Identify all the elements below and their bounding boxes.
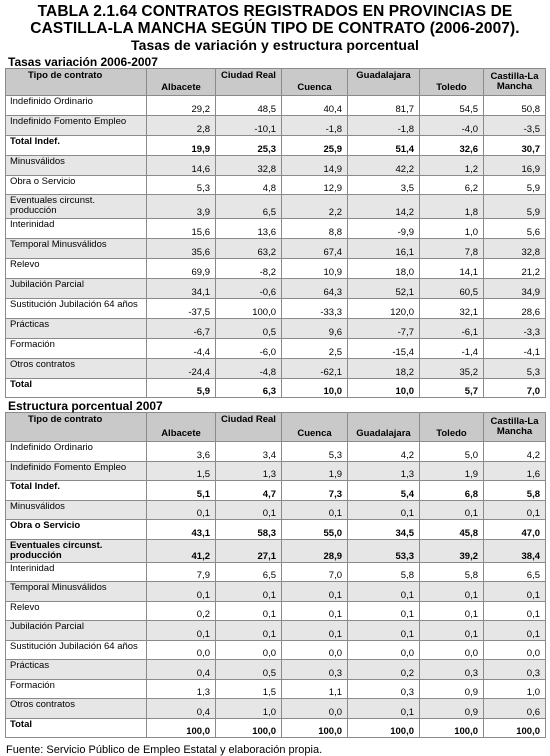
cell-value: 0,3 — [348, 679, 420, 699]
cell-value: 18,0 — [348, 259, 420, 279]
table-title — [0, 0, 550, 54]
cell-value: 5,8 — [484, 481, 546, 501]
cell-value: 45,8 — [420, 520, 484, 540]
cell-value: 5,4 — [348, 481, 420, 501]
row-label: Otros contratos — [6, 699, 147, 719]
header-guadalajara: Guadalajara — [348, 69, 420, 96]
cell-value: 0,1 — [216, 500, 282, 520]
cell-value: -33,3 — [282, 299, 348, 319]
cell-value: 5,1 — [147, 481, 216, 501]
table-row — [6, 582, 546, 602]
cell-value: 13,6 — [216, 219, 282, 239]
cell-value: 69,9 — [147, 259, 216, 279]
cell-value: 34,5 — [348, 520, 420, 540]
cell-value: 1,5 — [216, 679, 282, 699]
row-label: Total Indef. — [6, 135, 147, 155]
cell-value: -4,1 — [484, 338, 546, 358]
cell-value: 4,2 — [484, 442, 546, 462]
row-label: Minusválidos — [6, 155, 147, 175]
cell-value: 30,7 — [484, 135, 546, 155]
cell-value: 1,3 — [348, 461, 420, 481]
cell-value: 10,9 — [282, 259, 348, 279]
cell-value: 34,1 — [147, 279, 216, 299]
cell-value: 52,1 — [348, 279, 420, 299]
cell-value: 1,0 — [420, 219, 484, 239]
cell-value: 32,6 — [420, 135, 484, 155]
cell-value: -3,5 — [484, 115, 546, 135]
cell-value: 0,1 — [484, 621, 546, 641]
cell-value: 28,6 — [484, 299, 546, 319]
cell-value: 0,9 — [420, 679, 484, 699]
row-label: Total — [6, 378, 147, 398]
row-label: Temporal Minusválidos — [6, 582, 147, 602]
cell-value: 0,1 — [420, 601, 484, 621]
cell-value: -3,3 — [484, 318, 546, 338]
cell-value: -4,0 — [420, 115, 484, 135]
cell-value: 0,1 — [216, 621, 282, 641]
cell-value: 1,0 — [484, 679, 546, 699]
row-label: Jubilación Parcial — [6, 621, 147, 641]
table-row — [6, 539, 546, 562]
cell-value: 1,0 — [216, 699, 282, 719]
cell-value: 19,9 — [147, 135, 216, 155]
cell-value: 7,3 — [282, 481, 348, 501]
cell-value: 0,4 — [147, 660, 216, 680]
title-line-2: CASTILLA-LA MANCHA SEGÚN TIPO DE CONTRATO (2006-2007). — [30, 20, 520, 37]
cell-value: 25,3 — [216, 135, 282, 155]
cell-value: 53,3 — [348, 539, 420, 562]
cell-value: 0,3 — [484, 660, 546, 680]
cell-value: 10,0 — [348, 378, 420, 398]
cell-value: 0,9 — [420, 699, 484, 719]
cell-value: -1,4 — [420, 338, 484, 358]
cell-value: 1,9 — [282, 461, 348, 481]
table-row — [6, 219, 546, 239]
cell-value: 41,2 — [147, 539, 216, 562]
cell-value: 54,5 — [420, 96, 484, 116]
cell-value: 4,2 — [348, 442, 420, 462]
header-guadalajara: Guadalajara — [348, 413, 420, 442]
variation-table — [5, 68, 546, 398]
row-label: Indefinido Ordinario — [6, 442, 147, 462]
cell-value: 6,5 — [216, 195, 282, 219]
header-albacete: Albacete — [147, 413, 216, 442]
cell-value: -1,8 — [282, 115, 348, 135]
section-2-title: Estructura porcentual 2007 — [8, 399, 163, 414]
cell-value: 8,8 — [282, 219, 348, 239]
cell-value: 0,1 — [348, 601, 420, 621]
cell-value: 14,1 — [420, 259, 484, 279]
cell-value: 27,1 — [216, 539, 282, 562]
cell-value: 16,1 — [348, 239, 420, 259]
cell-value: 38,4 — [484, 539, 546, 562]
source-note: Fuente: Servicio Público de Empleo Estatal y elaboración propia. — [6, 744, 323, 756]
cell-value: 3,5 — [348, 175, 420, 195]
table-row — [6, 660, 546, 680]
cell-value: 35,6 — [147, 239, 216, 259]
cell-value: 7,0 — [282, 562, 348, 582]
cell-value: 0,4 — [147, 699, 216, 719]
row-label: Eventuales circunst. producción — [6, 539, 147, 562]
table-row — [6, 259, 546, 279]
row-label: Jubilación Parcial — [6, 279, 147, 299]
table-row — [6, 175, 546, 195]
header-ciudad-real: Ciudad Real — [216, 69, 282, 96]
cell-value: 39,2 — [420, 539, 484, 562]
title-line-1: TABLA 2.1.64 CONTRATOS REGISTRADOS EN PROVINCIAS DE — [37, 3, 513, 20]
cell-value: 5,7 — [420, 378, 484, 398]
cell-value: 0,1 — [216, 601, 282, 621]
cell-value: 67,4 — [282, 239, 348, 259]
cell-value: -7,7 — [348, 318, 420, 338]
cell-value: 0,1 — [348, 500, 420, 520]
cell-value: 0,5 — [216, 660, 282, 680]
row-label: Obra o Servicio — [6, 175, 147, 195]
cell-value: 81,7 — [348, 96, 420, 116]
header-toledo: Toledo — [420, 69, 484, 96]
cell-value: 5,3 — [484, 358, 546, 378]
cell-value: 4,7 — [216, 481, 282, 501]
cell-value: -6,7 — [147, 318, 216, 338]
table-row — [6, 481, 546, 501]
cell-value: 5,8 — [420, 562, 484, 582]
cell-value: 0,3 — [420, 660, 484, 680]
cell-value: 6,5 — [484, 562, 546, 582]
header-ciudad-real: Ciudad Real — [216, 413, 282, 442]
cell-value: 25,9 — [282, 135, 348, 155]
cell-value: 40,4 — [282, 96, 348, 116]
cell-value: 60,5 — [420, 279, 484, 299]
row-label: Eventuales circunst. producción — [6, 195, 147, 219]
cell-value: -6,1 — [420, 318, 484, 338]
row-label: Indefinido Fomento Empleo — [6, 115, 147, 135]
row-label: Relevo — [6, 601, 147, 621]
cell-value: 6,2 — [420, 175, 484, 195]
header-castilla-la-mancha: Castilla-La Mancha — [484, 413, 546, 442]
cell-value: 0,1 — [282, 601, 348, 621]
cell-value: 5,8 — [348, 562, 420, 582]
cell-value: 0,1 — [216, 582, 282, 602]
cell-value: 5,9 — [484, 195, 546, 219]
cell-value: 34,9 — [484, 279, 546, 299]
table-row — [6, 195, 546, 219]
cell-value: 50,8 — [484, 96, 546, 116]
row-label: Otros contratos — [6, 358, 147, 378]
table-row — [6, 115, 546, 135]
cell-value: -8,2 — [216, 259, 282, 279]
cell-value: -1,8 — [348, 115, 420, 135]
cell-value: 2,5 — [282, 338, 348, 358]
cell-value: 3,4 — [216, 442, 282, 462]
cell-value: 0,1 — [348, 699, 420, 719]
cell-value: 6,3 — [216, 378, 282, 398]
cell-value: 100,0 — [282, 718, 348, 738]
cell-value: 0,0 — [147, 640, 216, 660]
cell-value: 0,1 — [484, 582, 546, 602]
cell-value: 3,6 — [147, 442, 216, 462]
cell-value: 0,1 — [420, 500, 484, 520]
cell-value: 2,2 — [282, 195, 348, 219]
cell-value: 48,5 — [216, 96, 282, 116]
cell-value: 0,1 — [348, 621, 420, 641]
cell-value: 1,8 — [420, 195, 484, 219]
row-label: Indefinido Ordinario — [6, 96, 147, 116]
row-label: Formación — [6, 679, 147, 699]
cell-value: -4,4 — [147, 338, 216, 358]
cell-value: 0,0 — [484, 640, 546, 660]
cell-value: 1,6 — [484, 461, 546, 481]
cell-value: 1,1 — [282, 679, 348, 699]
cell-value: 5,9 — [147, 378, 216, 398]
header-toledo: Toledo — [420, 413, 484, 442]
cell-value: -37,5 — [147, 299, 216, 319]
cell-value: 16,9 — [484, 155, 546, 175]
cell-value: 2,8 — [147, 115, 216, 135]
header-tipo-contrato: Tipo de contrato — [6, 413, 147, 442]
cell-value: 100,0 — [147, 718, 216, 738]
cell-value: 35,2 — [420, 358, 484, 378]
table-row — [6, 718, 546, 738]
cell-value: 0,1 — [282, 582, 348, 602]
table-row — [6, 299, 546, 319]
cell-value: 100,0 — [216, 299, 282, 319]
cell-value: 32,8 — [216, 155, 282, 175]
cell-value: -15,4 — [348, 338, 420, 358]
cell-value: 29,2 — [147, 96, 216, 116]
cell-value: 0,6 — [484, 699, 546, 719]
row-label: Formación — [6, 338, 147, 358]
cell-value: 0,5 — [216, 318, 282, 338]
table-row — [6, 96, 546, 116]
cell-value: 0,1 — [147, 500, 216, 520]
cell-value: 4,8 — [216, 175, 282, 195]
table-row — [6, 378, 546, 398]
table-row — [6, 500, 546, 520]
row-label: Relevo — [6, 259, 147, 279]
row-label: Interinidad — [6, 562, 147, 582]
cell-value: 18,2 — [348, 358, 420, 378]
structure-table — [5, 412, 546, 738]
cell-value: 28,9 — [282, 539, 348, 562]
cell-value: 1,5 — [147, 461, 216, 481]
row-label: Indefinido Fomento Empleo — [6, 461, 147, 481]
row-label: Total Indef. — [6, 481, 147, 501]
table-header-row — [6, 69, 546, 96]
cell-value: 1,9 — [420, 461, 484, 481]
cell-value: -9,9 — [348, 219, 420, 239]
cell-value: 0,1 — [420, 582, 484, 602]
cell-value: 0,1 — [147, 582, 216, 602]
row-label: Minusválidos — [6, 500, 147, 520]
title-line-3: Tasas de variación y estructura porcentual — [131, 37, 419, 53]
table-row — [6, 338, 546, 358]
table-header-row — [6, 413, 546, 442]
header-cuenca: Cuenca — [282, 69, 348, 96]
table-row — [6, 135, 546, 155]
cell-value: 0,2 — [147, 601, 216, 621]
row-label: Interinidad — [6, 219, 147, 239]
cell-value: 47,0 — [484, 520, 546, 540]
cell-value: 12,9 — [282, 175, 348, 195]
table-row — [6, 640, 546, 660]
row-label: Obra o Servicio — [6, 520, 147, 540]
table-row — [6, 279, 546, 299]
cell-value: 14,2 — [348, 195, 420, 219]
cell-value: 0,1 — [147, 621, 216, 641]
cell-value: -4,8 — [216, 358, 282, 378]
cell-value: -0,6 — [216, 279, 282, 299]
cell-value: 0,1 — [484, 601, 546, 621]
table-row — [6, 520, 546, 540]
cell-value: 21,2 — [484, 259, 546, 279]
row-label: Sustitución Jubilación 64 años — [6, 299, 147, 319]
cell-value: 0,3 — [282, 660, 348, 680]
cell-value: 10,0 — [282, 378, 348, 398]
table-row — [6, 461, 546, 481]
cell-value: 100,0 — [348, 718, 420, 738]
row-label: Temporal Minusválidos — [6, 239, 147, 259]
cell-value: 7,9 — [147, 562, 216, 582]
cell-value: 0,0 — [216, 640, 282, 660]
table-row — [6, 358, 546, 378]
cell-value: 0,1 — [348, 582, 420, 602]
cell-value: 1,3 — [216, 461, 282, 481]
cell-value: 3,9 — [147, 195, 216, 219]
table-row — [6, 679, 546, 699]
cell-value: 43,1 — [147, 520, 216, 540]
table-row — [6, 239, 546, 259]
table-row — [6, 621, 546, 641]
cell-value: 55,0 — [282, 520, 348, 540]
cell-value: 1,2 — [420, 155, 484, 175]
cell-value: 7,8 — [420, 239, 484, 259]
cell-value: 100,0 — [484, 718, 546, 738]
section-1-title: Tasas variación 2006-2007 — [8, 55, 158, 69]
table-row — [6, 442, 546, 462]
cell-value: 9,6 — [282, 318, 348, 338]
cell-value: 0,1 — [420, 621, 484, 641]
cell-value: 0,0 — [282, 699, 348, 719]
header-tipo-contrato: Tipo de contrato — [6, 69, 147, 96]
cell-value: 64,3 — [282, 279, 348, 299]
cell-value: 5,9 — [484, 175, 546, 195]
cell-value: 7,0 — [484, 378, 546, 398]
cell-value: 0,0 — [420, 640, 484, 660]
table-row — [6, 318, 546, 338]
row-label: Prácticas — [6, 318, 147, 338]
header-albacete: Albacete — [147, 69, 216, 96]
row-label: Prácticas — [6, 660, 147, 680]
cell-value: 63,2 — [216, 239, 282, 259]
cell-value: 6,5 — [216, 562, 282, 582]
cell-value: 5,3 — [147, 175, 216, 195]
cell-value: -10,1 — [216, 115, 282, 135]
header-castilla-la-mancha: Castilla-La Mancha — [484, 69, 546, 96]
header-cuenca: Cuenca — [282, 413, 348, 442]
cell-value: 58,3 — [216, 520, 282, 540]
cell-value: 0,0 — [348, 640, 420, 660]
cell-value: -24,4 — [147, 358, 216, 378]
row-label: Sustitución Jubilación 64 años — [6, 640, 147, 660]
cell-value: 14,6 — [147, 155, 216, 175]
cell-value: 32,8 — [484, 239, 546, 259]
cell-value: 5,0 — [420, 442, 484, 462]
cell-value: -6,0 — [216, 338, 282, 358]
cell-value: 15,6 — [147, 219, 216, 239]
cell-value: 14,9 — [282, 155, 348, 175]
cell-value: 51,4 — [348, 135, 420, 155]
cell-value: 0,2 — [348, 660, 420, 680]
cell-value: 0,1 — [282, 500, 348, 520]
table-row — [6, 562, 546, 582]
cell-value: 5,3 — [282, 442, 348, 462]
cell-value: 100,0 — [216, 718, 282, 738]
table-row — [6, 155, 546, 175]
cell-value: 0,1 — [484, 500, 546, 520]
cell-value: 5,6 — [484, 219, 546, 239]
cell-value: 120,0 — [348, 299, 420, 319]
cell-value: 1,3 — [147, 679, 216, 699]
cell-value: 100,0 — [420, 718, 484, 738]
table-row — [6, 699, 546, 719]
cell-value: 42,2 — [348, 155, 420, 175]
cell-value: 32,1 — [420, 299, 484, 319]
row-label: Total — [6, 718, 147, 738]
cell-value: 0,1 — [282, 621, 348, 641]
cell-value: -62,1 — [282, 358, 348, 378]
table-row — [6, 601, 546, 621]
cell-value: 6,8 — [420, 481, 484, 501]
cell-value: 0,0 — [282, 640, 348, 660]
